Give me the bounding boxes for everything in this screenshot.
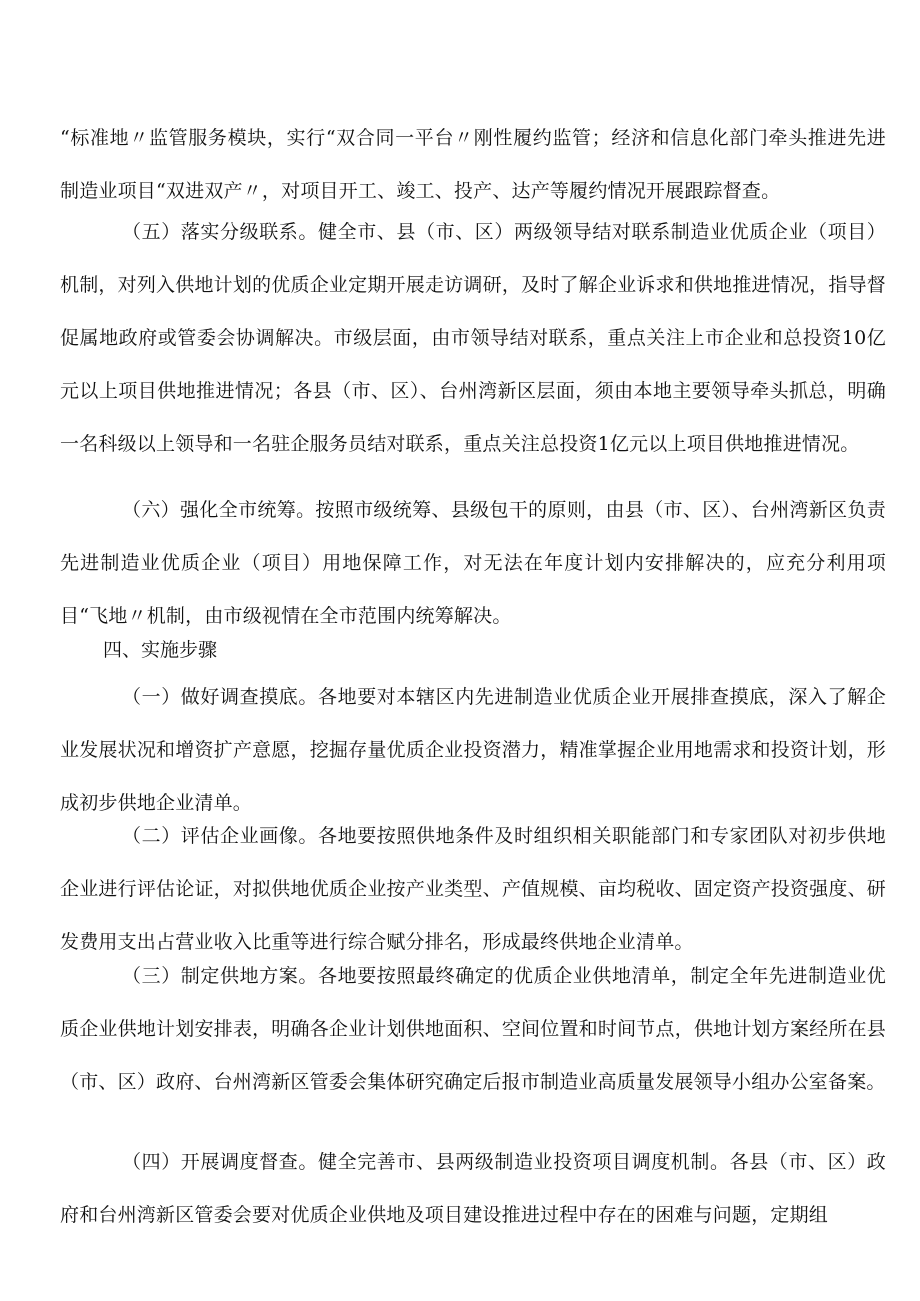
paragraph-standard-land-continuation: “标准地〃监管服务模块，实行“双合同一平台〃刚性履约监管；经济和信息化部门牵头推进先进制造业项目“双进双产〃，对项目开工、竣工、投产、达产等履约情况开展跟踪督查。 [60,127,886,202]
section-heading-implementation-steps: 四、实施步骤 [103,639,218,661]
paragraph-section-five: （五）落实分级联系。健全市、县（市、区）两级领导结对联系制造业优质企业（项目）机制，对列入供地计划的优质企业定期开展走访调研，及时了解企业诉求和供地推进情况，指导督促属地政府或管委会协调解决。市级层面，由市领导结对联系，重点关注上市企业和总投资10亿元以上项目供地推进情况；各县（市、区）、台州湾新区层面，须由本地主要领导牵头抓总，明确一名科级以上领导和一名驻企服务员结对联系，重点关注总投资1亿元以上项目供地推进情况。 [60,221,886,455]
paragraph-step-three: （三）制定供地方案。各地要按照最终确定的优质企业供地清单，制定全年先进制造业优质企业供地计划安排表，明确各企业计划供地面积、空间位置和时间节点，供地计划方案经所在县（市、区）政府、台州湾新区管委会集体研究确定后报市制造业高质量发展领导小组办公室备案。 [60,965,886,1093]
paragraph-step-one: （一）做好调查摸底。各地要对本辖区内先进制造业优质企业开展排查摸底，深入了解企业发展状况和增资扩产意愿，挖掘存量优质企业投资潜力，精准掌握企业用地需求和投资计划，形成初步供地企业清单。 [60,686,886,814]
paragraph-step-four: （四）开展调度督查。健全完善市、县两级制造业投资项目调度机制。各县（市、区）政府和台州湾新区管委会要对优质企业供地及项目建设推进过程中存在的困难与问题，定期组 [60,1151,886,1226]
paragraph-section-six: （六）强化全市统筹。按照市级统筹、县级包干的原则，由县（市、区）、台州湾新区负责先进制造业优质企业（项目）用地保障工作，对无法在年度计划内安排解决的，应充分利用项目“飞地〃机制，由市级视情在全市范围内统筹解决。 [60,499,886,627]
paragraph-step-two: （二）评估企业画像。各地要按照供地条件及时组织相关职能部门和专家团队对初步供地企业进行评估论证，对拟供地优质企业按产业类型、产值规模、亩均税收、固定资产投资强度、研发费用支出占营业收入比重等进行综合赋分排名，形成最终供地企业清单。 [60,825,886,953]
